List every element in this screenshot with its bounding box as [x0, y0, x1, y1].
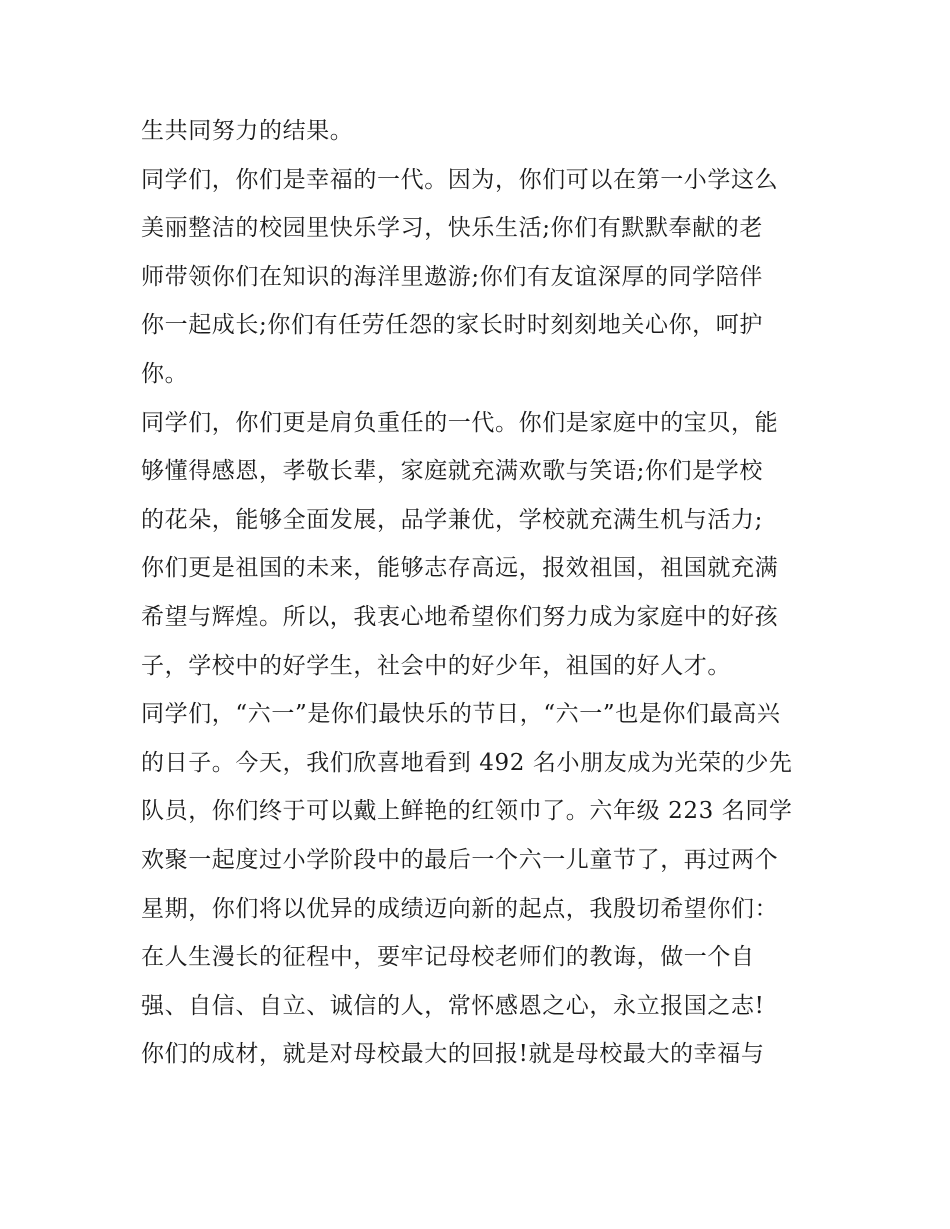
text-line: 队员，你们终于可以戴上鲜艳的红领巾了。六年级 223 名同学 [141, 798, 793, 825]
text-line: 同学们，你们更是肩负重任的一代。你们是家庭中的宝贝，能 [141, 409, 779, 436]
text-line: 够懂得感恩，孝敬长辈，家庭就充满欢歌与笑语;你们是学校 [141, 458, 763, 485]
text-line: 师带领你们在知识的海洋里遨游;你们有友谊深厚的同学陪伴 [141, 263, 763, 290]
text-line: 你。 [141, 360, 189, 387]
text-line: 生共同努力的结果。 [141, 118, 354, 144]
text-line: 你们的成材，就是对母校最大的回报!就是母校最大的幸福与 [141, 1041, 765, 1068]
document-body [141, 107, 821, 1079]
text-line: 你们更是祖国的未来，能够志存高远，报效祖国，祖国就充满 [141, 555, 779, 582]
text-line: 强、自信、自立、诚信的人，常怀感恩之心，永立报国之志! [141, 992, 765, 1019]
text-line: 子，学校中的好学生，社会中的好少年，祖国的好人才。 [141, 652, 731, 679]
text-line: 希望与辉煌。所以，我衷心地希望你们努力成为家庭中的好孩 [141, 603, 779, 630]
text-line: 欢聚一起度过小学阶段中的最后一个六一儿童节了，再过两个 [141, 846, 779, 873]
text-line: 在人生漫长的征程中，要牢记母校老师们的教诲，做一个自 [141, 944, 755, 971]
text-line: 你一起成长;你们有任劳任怨的家长时时刻刻地关心你，呵护 [141, 312, 763, 339]
text-line: 同学们，“六一”是你们最快乐的节日，“六一”也是你们最高兴 [141, 701, 781, 728]
text-line: 的花朵，能够全面发展，品学兼优，学校就充满生机与活力; [141, 506, 763, 533]
text-line: 同学们，你们是幸福的一代。因为，你们可以在第一小学这么 [141, 166, 779, 193]
text-line: 美丽整洁的校园里快乐学习，快乐生活;你们有默默奉献的老 [141, 215, 763, 242]
text-line: 的日子。今天，我们欣喜地看到 492 名小朋友成为光荣的少先 [141, 749, 793, 776]
text-line: 星期，你们将以优异的成绩迈向新的起点，我殷切希望你们： [141, 895, 779, 922]
